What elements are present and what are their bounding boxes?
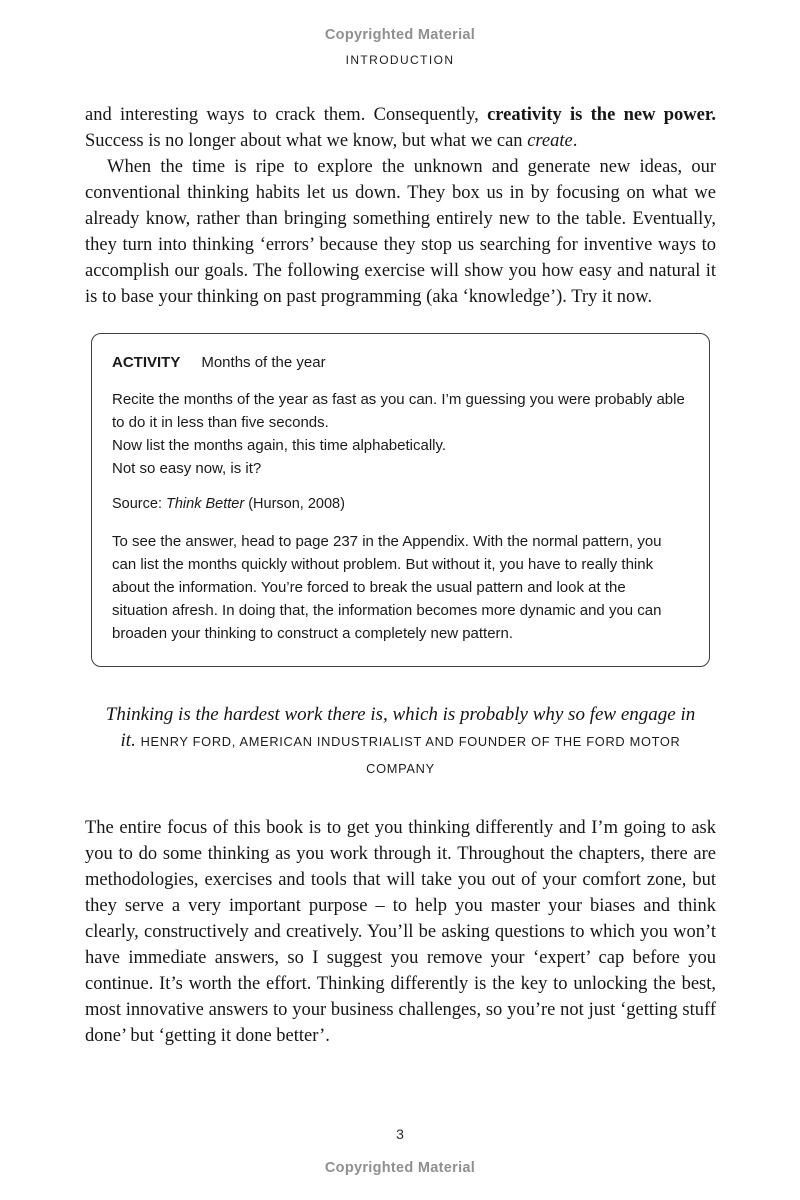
pullquote (101, 702, 701, 782)
paragraph-thinking-habits: When the time is ripe to explore the unknown and generate new ideas, our conventional thinking habits let us down. They box us in by focusing on what we already know, rather than bringing something entirely new to the table. Eventually, they turn into thinking ‘errors’ because they stop us searching for inventive ways to accomplish our goals. The following exercise will show you how easy and natural it is to base your thinking on past programming (aka ‘knowledge’). Try it now. (85, 157, 716, 307)
closing-paragraph: The entire focus of this book is to get you thinking differently and I’m going to ask you to do some thinking as you work through it. Throughout the chapters, there are methodologies, exercises and tools that will take you out of your comfort zone, but they serve a very important purpose – to help you master your biases and think clearly, constructively and creatively. You’ll be asking questions to which you won’t have immediate answers, so I suggest you remove your ‘expert’ cap before you continue. It’s worth the effort. Thinking differently is the key to unlocking the best, most innovative answers to your business challenges, so you’re not just ‘getting stuff done’ but ‘getting it done better’. (85, 818, 716, 1046)
paragraph-creativity (85, 102, 716, 154)
activity-box (91, 333, 710, 667)
top-watermark: Copyrighted Material (324, 27, 476, 43)
page-body (0, 102, 800, 1049)
paragraph-creativity-end: . (572, 131, 578, 151)
page-number: 3 (396, 1126, 404, 1142)
quote-text: Thinking is the hardest work there is, which is probably why so few engage in it. (105, 704, 696, 751)
activity-source-title: Think Better (166, 496, 245, 512)
paragraph-creativity-bold: creativity is the new power. (487, 105, 716, 125)
activity-answer: To see the answer, head to page 237 in the Appendix. With the normal pattern, you can list the months quickly without problem. But without it, you have to really think about the information. You’re forced to break the usual pattern and look at the situation afresh. In doing that, the information becomes more dynamic and you can broaden your thinking to construct a completely new pattern. (112, 533, 662, 642)
activity-source (112, 493, 685, 516)
activity-instruction-line: Recite the months of the year as fast as you can. I’m guessing you were probably able to do it in less than five seconds. (112, 391, 685, 431)
activity-instruction-line: Not so easy now, is it? (112, 460, 262, 477)
activity-label: ACTIVITY (112, 354, 181, 371)
quote-attribution: HENRY FORD, AMERICAN INDUSTRIALIST AND FOUNDER OF THE FORD MOTOR COMPANY (140, 734, 681, 776)
paragraph-creativity-italic: create (527, 131, 573, 151)
activity-title: Months of the year (201, 354, 326, 371)
bottom-watermark: Copyrighted Material (324, 1160, 476, 1176)
paragraph-creativity-mid: Success is no longer about what we know, but what we can (85, 131, 528, 151)
running-header: INTRODUCTION (345, 53, 455, 67)
activity-instruction-line: Now list the months again, this time alphabetically. (112, 437, 447, 454)
activity-source-prefix: Source: (112, 496, 166, 512)
activity-source-suffix: (Hurson, 2008) (244, 496, 345, 512)
activity-header (112, 351, 685, 374)
paragraph-creativity-pre: and interesting ways to crack them. Consequently, (85, 105, 488, 125)
